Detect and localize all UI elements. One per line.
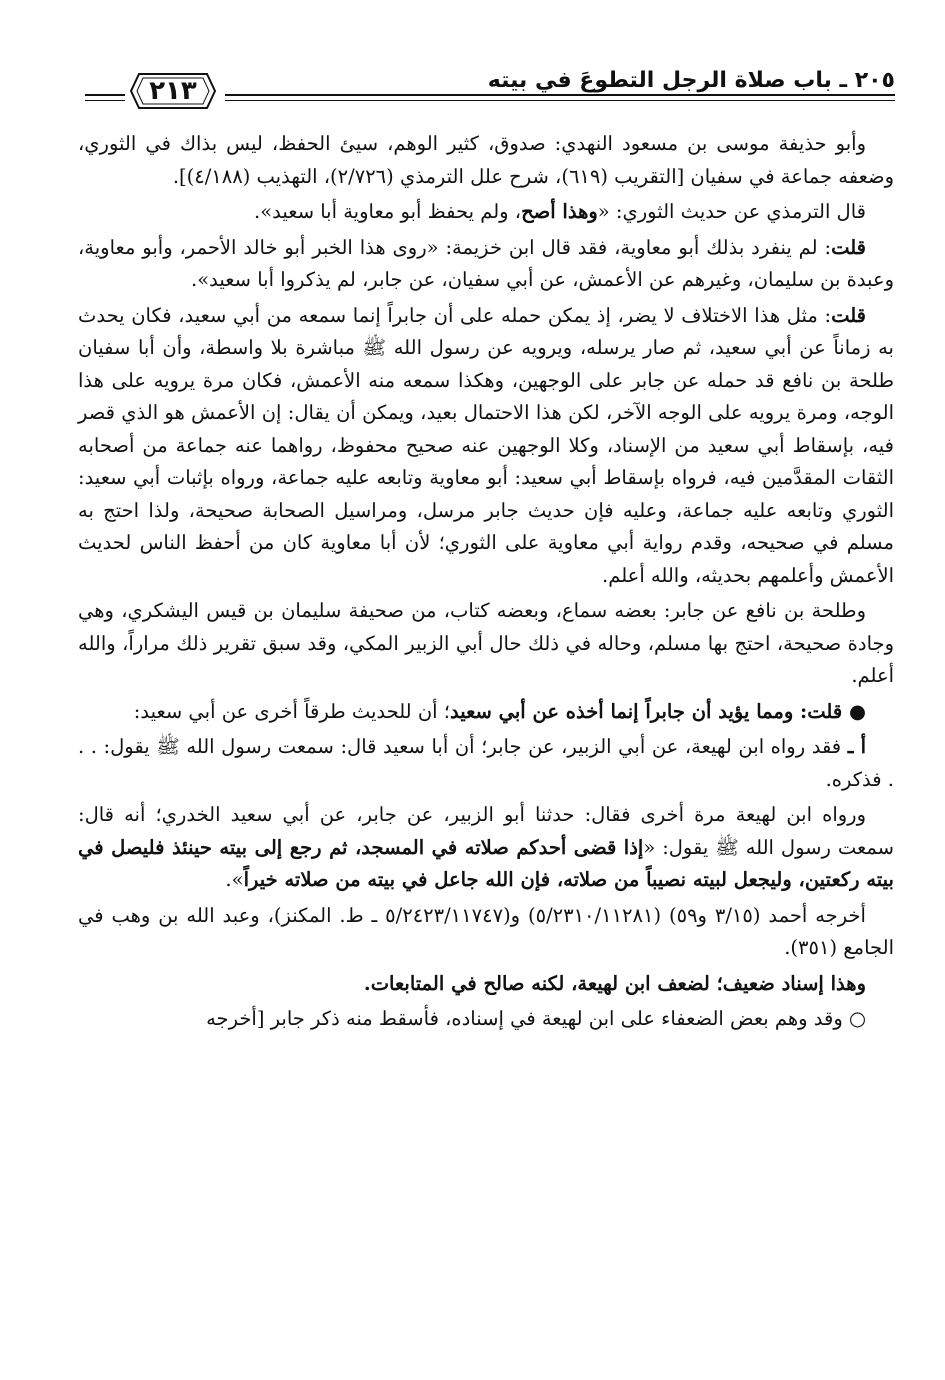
page-number-badge: [127, 70, 219, 112]
page-header: [85, 58, 895, 128]
page-body: [78, 128, 894, 1039]
bold-text-run: وهذا أصح: [521, 200, 598, 223]
text-run: ، ولم يحفظ أبو معاوية أبا سعيد».: [254, 200, 522, 223]
bold-text-run: أ ـ: [847, 735, 866, 758]
text-run: ؛ أن للحديث طرقاً أخرى عن أبي سعيد:: [133, 699, 450, 723]
text-run: أخرجه أحمد (٣/١٥ و٥٩) (٥/٢٣١٠/١١٢٨١) و(٥/٢٤٢٣/١١٧٤٧ ـ ط. المكنز)، وعبد الله بن وهب في الجامع (٣٥١).: [78, 903, 894, 959]
paragraph: [78, 731, 894, 796]
text-run: وقد وهم بعض الضعفاء على ابن لهيعة في إسناده، فأسقط منه ذكر جابر [أخرجه: [206, 1007, 843, 1030]
paragraph: [78, 968, 894, 1001]
chapter-title: ٢٠٥ ـ باب صلاة الرجل التطوعَ في بيته: [487, 68, 895, 93]
text-run: ».: [225, 868, 244, 891]
bold-text-run: وهذا إسناد ضعيف؛ لضعف ابن لهيعة، لكنه صالح في المتابعات.: [363, 971, 866, 995]
text-run: وأبو حذيفة موسى بن مسعود النهدي: صدوق، كثير الوهم، سيئ الحفظ، ليس بذاك في الثوري، وضعفه جماعة في سفيان [التقريب (٦١٩)، شرح علل الترمذي (٢/٧٢٦)، التهذيب (٤/١٨٨)].: [78, 132, 894, 188]
paragraph: [78, 232, 894, 297]
text-run: وطلحة بن نافع عن جابر: بعضه سماع، وبعضه كتاب، من صحيفة سليمان بن قيس اليشكري، وهي وجادة صحيحة، احتج بها مسلم، وحاله في ذلك حال أبي الزبير المكي، وقد سبق تقرير ذلك مراراً، والله أعلم.: [78, 599, 894, 687]
paragraph: [78, 300, 894, 593]
bullet-icon: ●: [842, 699, 866, 723]
paragraph: [78, 696, 894, 729]
text-run: : مثل هذا الاختلاف لا يضر، إذ يمكن حمله على أن جابراً إنما سمعه من أبي سعيد، فكان يحدث به زماناً عن أبي سعيد، ثم صار يرسله، ويرويه عن رسول الله ﷺ مباشرة بلا واسطة، وأن أبا سفيان طلحة بن نافع قد حمله عن جابر على الوجهين، وهكذا سمعه منه الأعمش، فكان مرة يرويه على هذا الوجه، ومرة يرويه على الوجه الآخر، لكن هذا الاحتمال بعيد، ويمكن أن يقال: إن الأعمش هو الذي قصر فيه، بإسقاط أبي سعيد من الإسناد، وكلا الوجهين عنه صحيح محفوظ، رواهما عنه جماعة من أصحابه الثقات المقدَّمين فيه، فرواه بإسقاط أبي سعيد: أبو معاوية وتابعه عليه جماعة، ورواه بإثبات أبي سعيد: الثوري وتابعه عليه جماعة، وعليه فإن حديث جابر مرسل، ومراسيل الصحابة صحيحة، ولذا احتج به مسلم في صحيحه، وقدم رواية أبي معاوية على الثوري؛ لأن أبا معاوية كان من أحفظ الناس لحديث الأعمش وأعلمهم بحديثه، والله أعلم.: [78, 303, 894, 587]
paragraph: [78, 196, 894, 229]
paragraph: [78, 900, 894, 965]
text-run: : لم ينفرد بذلك أبو معاوية، فقد قال ابن خزيمة: «روى هذا الخبر أبو خالد الأحمر، وأبو معاوية، وعبدة بن سليمان، وغيرهم عن الأعمش، عن أبي سفيان، عن جابر، لم يذكروا أبا سعيد».: [78, 235, 894, 291]
text-run: ورواه ابن لهيعة مرة أخرى فقال: حدثنا أبو الزبير، عن جابر، عن أبي سعيد الخدري؛ أنه قال: سمعت رسول الله ﷺ يقول: «: [78, 803, 894, 859]
bold-text-run: قلت: [831, 235, 866, 259]
text-run: فقد رواه ابن لهيعة، عن أبي الزبير، عن جابر؛ أن أبا سعيد قال: سمعت رسول الله ﷺ يقول: . . . فذكره.: [78, 735, 894, 791]
page-number: ٢١٣: [149, 76, 197, 106]
paragraph: [78, 595, 894, 693]
paragraph: [78, 799, 894, 897]
paragraph: [78, 1003, 894, 1036]
bold-text-run: إذا قضى أحدكم صلاته في المسجد، ثم رجع إلى بيته حينئذ فليصل في بيته ركعتين، وليجعل لبيته نصيباً من صلاته، فإن الله جاعل في بيته من صلاته خيراً: [78, 835, 894, 891]
text-run: قال الترمذي عن حديث الثوري: «: [597, 200, 866, 223]
bold-text-run: قلت: ومما يؤيد أن جابراً إنما أخذه عن أبي سعيد: [449, 699, 843, 723]
bold-text-run: قلت: [831, 303, 866, 327]
circle-bullet-icon: ○: [842, 1007, 866, 1030]
paragraph: [78, 128, 894, 193]
